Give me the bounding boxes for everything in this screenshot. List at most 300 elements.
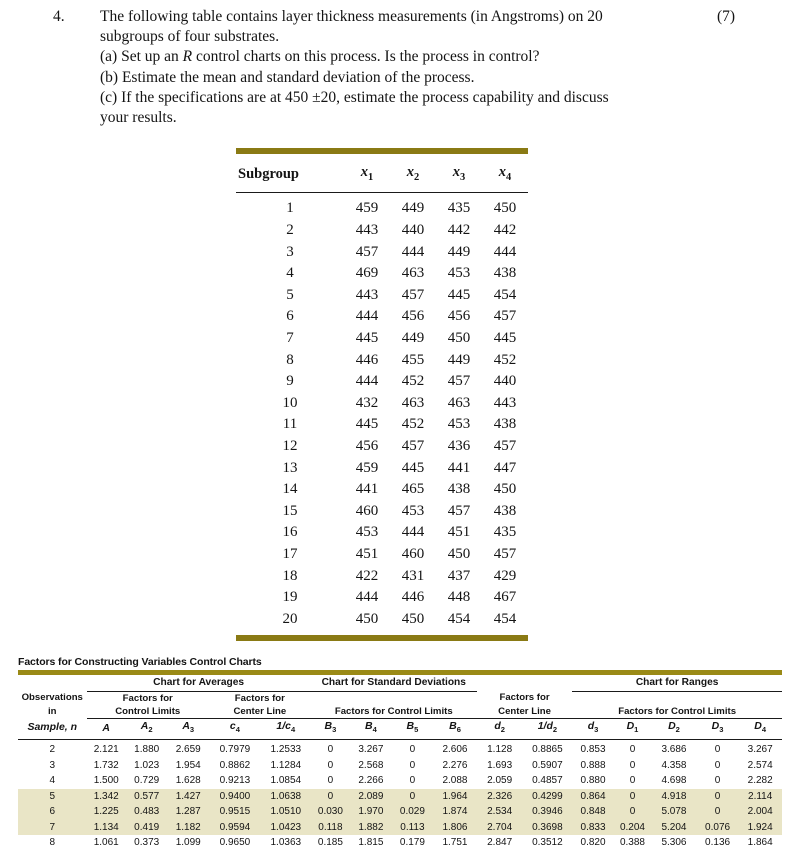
cell-x1: 444 — [355, 589, 379, 606]
cell-x3: 463 — [447, 394, 471, 411]
cell-1-over-c4: 1.0854 — [270, 775, 302, 787]
cell-x4: 429 — [493, 567, 517, 584]
cell-x3: 437 — [447, 567, 471, 584]
cell-d2: 2.059 — [487, 775, 513, 787]
factors-column-header-D3: $D_3$ — [711, 719, 724, 734]
factors-table-title: Factors for Constructing Variables Control Charts — [18, 656, 262, 668]
cell-x4: 467 — [493, 589, 517, 606]
cell-x3: 441 — [447, 459, 471, 476]
subheader-sd-center-line-line-2: Center Line — [477, 705, 572, 719]
cell-x2: 450 — [401, 610, 425, 627]
measurements-grid — [236, 154, 528, 633]
cell-A3: 1.954 — [175, 759, 201, 771]
cell-D1: 0.388 — [619, 837, 645, 849]
cell-c4: 0.7979 — [219, 744, 251, 756]
column-header-x3: $x_3$ — [436, 154, 482, 193]
cell-D2: 5.078 — [661, 806, 687, 818]
cell-B5: 0.113 — [400, 821, 425, 833]
cell-x4: 457 — [493, 545, 517, 562]
cell-D2: 4.358 — [661, 759, 687, 771]
cell-1-over-d2: 0.8865 — [532, 744, 563, 756]
cell-A2: 0.483 — [134, 806, 160, 818]
subheader-avg-center-line-line-1: Factors for — [234, 692, 285, 704]
cell-x2: 452 — [401, 416, 425, 433]
cell-x1: 457 — [355, 243, 379, 260]
cell-A: 1.134 — [93, 821, 119, 833]
factors-subheader-row-1 — [18, 691, 782, 705]
cell-x3: 445 — [447, 286, 471, 303]
question-line-2: subgroups of four substrates. — [100, 28, 280, 46]
cell-D4: 2.574 — [747, 759, 773, 771]
cell-x3: 448 — [447, 589, 471, 606]
measurements-body — [236, 193, 528, 633]
table-row — [236, 414, 528, 436]
cell-c4: 0.9594 — [219, 821, 251, 833]
cell-subgroup: 9 — [286, 373, 294, 390]
factors-column-header-c4: $c_4$ — [229, 719, 240, 734]
obs-label-line-2: in — [47, 705, 57, 717]
cell-x2: 440 — [401, 222, 425, 239]
question-number: 4. — [53, 8, 65, 25]
factors-column-header-A3: $A_3$ — [182, 719, 195, 734]
cell-x1: 422 — [355, 567, 379, 584]
cell-x2: 455 — [401, 351, 425, 368]
cell-1-over-d2: 0.4299 — [532, 790, 563, 802]
subheader-sd-control-limits: Factors for Control Limits — [311, 705, 477, 719]
cell-subgroup: 18 — [282, 567, 298, 584]
cell-A3: 2.659 — [175, 744, 201, 756]
cell-B3: 0 — [327, 775, 334, 787]
cell-subgroup: 1 — [286, 200, 294, 217]
cell-subgroup: 19 — [282, 589, 298, 606]
cell-B4: 1.970 — [358, 806, 384, 818]
group-header-spacer-2 — [477, 676, 572, 691]
factors-table-row — [18, 773, 782, 789]
cell-x4: 440 — [493, 373, 517, 390]
cell-D3: 0 — [714, 759, 721, 771]
cell-x4: 447 — [493, 459, 517, 476]
table-row — [236, 566, 528, 588]
factors-column-header-A: A — [102, 721, 111, 734]
cell-x1: 456 — [355, 438, 379, 455]
cell-x3: 454 — [447, 610, 471, 627]
subheader-avg-center-line-line-2: Center Line — [209, 705, 311, 719]
cell-subgroup: 6 — [286, 308, 294, 325]
part-a-symbol: R — [182, 48, 193, 66]
cell-B3: 0.118 — [318, 821, 343, 833]
cell-D4: 2.004 — [747, 806, 773, 818]
factors-column-header-B6: $B_6$ — [449, 719, 461, 734]
cell-D2: 3.686 — [661, 744, 687, 756]
factors-table-row — [18, 804, 782, 820]
subheader-range-control-limits: Factors for Control Limits — [572, 705, 782, 719]
cell-x1: 453 — [355, 524, 379, 541]
table-row — [236, 609, 528, 634]
cell-x3: 453 — [447, 265, 471, 282]
cell-x3: 436 — [447, 438, 471, 455]
cell-B5: 0.179 — [399, 837, 425, 849]
cell-d3: 0.853 — [580, 744, 606, 756]
cell-x2: 444 — [401, 524, 425, 541]
subheader-range-control-limits-spacer — [572, 691, 782, 705]
factors-column-header-D1: $D_1$ — [626, 719, 639, 734]
cell-D1: 0 — [629, 790, 636, 802]
cell-B4: 1.815 — [358, 837, 384, 849]
cell-x1: 446 — [355, 351, 379, 368]
cell-A2: 0.729 — [134, 775, 160, 787]
factors-column-header-B5: $B_5$ — [406, 719, 419, 734]
cell-D1: 0 — [629, 806, 636, 818]
cell-A3: 1.287 — [175, 806, 201, 818]
cell-B6: 2.606 — [442, 744, 468, 756]
cell-D3: 0 — [714, 806, 721, 818]
cell-d3: 0.888 — [580, 759, 606, 771]
cell-x2: 465 — [401, 481, 425, 498]
cell-B3: 0 — [327, 790, 334, 802]
cell-x2: 445 — [401, 459, 425, 476]
cell-x2: 463 — [401, 394, 425, 411]
cell-B5: 0.029 — [399, 806, 425, 818]
factors-column-header-B4: $B_4$ — [365, 719, 377, 734]
cell-subgroup: 16 — [282, 524, 298, 541]
column-header-x2: $x_2$ — [390, 154, 436, 193]
group-header-stddev: Chart for Standard Deviations — [311, 676, 477, 691]
column-header-x4: $x_4$ — [482, 154, 528, 193]
cell-B6: 1.751 — [442, 837, 468, 849]
cell-1-over-d2: 0.3946 — [532, 806, 563, 818]
cell-1-over-d2: 0.3512 — [532, 837, 563, 849]
table-row — [236, 544, 528, 566]
cell-A: 1.732 — [93, 759, 119, 771]
cell-D3: 0.076 — [705, 821, 731, 833]
cell-A: 1.061 — [93, 837, 119, 849]
factors-column-header-1-over-c4: $1/c_4$ — [276, 719, 296, 734]
table-row — [236, 522, 528, 544]
cell-B6: 1.806 — [442, 821, 468, 833]
table-row — [236, 371, 528, 393]
cell-1-over-c4: 1.0423 — [270, 821, 302, 833]
factors-column-header-A2: $A_2$ — [140, 719, 153, 734]
cell-x4: 438 — [493, 265, 517, 282]
cell-x4: 454 — [493, 610, 517, 627]
question-block — [0, 0, 797, 140]
cell-d2: 1.693 — [487, 759, 513, 771]
cell-x1: 459 — [355, 459, 379, 476]
table-row — [236, 350, 528, 372]
factors-grid — [18, 676, 782, 851]
cell-A3: 1.427 — [175, 790, 201, 802]
table-row — [236, 220, 528, 242]
cell-x4: 452 — [493, 351, 517, 368]
cell-B3: 0 — [327, 744, 334, 756]
cell-c4: 0.9213 — [219, 775, 251, 787]
cell-x3: 451 — [447, 524, 471, 541]
cell-1-over-c4: 1.2533 — [270, 744, 302, 756]
column-header-subgroup: Subgroup — [236, 154, 344, 193]
factors-column-header-D4: $D_4$ — [754, 719, 767, 734]
factors-subheader-row-2 — [18, 705, 782, 719]
cell-d2: 2.534 — [487, 806, 513, 818]
cell-d2: 1.128 — [487, 744, 513, 756]
cell-subgroup: 2 — [286, 222, 294, 239]
cell-x2: 446 — [401, 589, 425, 606]
cell-A3: 1.628 — [175, 775, 201, 787]
table-header-row — [236, 154, 528, 193]
table-row — [236, 306, 528, 328]
cell-c4: 0.9515 — [219, 806, 251, 818]
factors-column-header-D2: $D_2$ — [668, 719, 680, 734]
table-row — [236, 436, 528, 458]
cell-D1: 0 — [629, 759, 636, 771]
cell-D4: 1.924 — [747, 821, 773, 833]
cell-sample-size: 7 — [49, 821, 56, 833]
factors-column-header-1-over-d2: $1/d_2$ — [537, 719, 558, 734]
measurements-table — [236, 148, 528, 641]
part-a-suffix: control charts on this process. Is the process in control? — [192, 48, 540, 66]
cell-sample-size: 5 — [49, 790, 56, 802]
cell-sample-size: 6 — [49, 806, 56, 818]
subheader-sd-control-limits-spacer — [311, 691, 477, 705]
cell-d2: 2.847 — [487, 837, 513, 849]
factors-table-row — [18, 740, 782, 758]
factors-table-row — [18, 789, 782, 805]
cell-1-over-c4: 1.0510 — [270, 806, 302, 818]
cell-x2: 449 — [401, 200, 425, 217]
cell-x1: 445 — [355, 416, 379, 433]
cell-x3: 457 — [447, 502, 471, 519]
cell-x2: 463 — [401, 265, 425, 282]
cell-subgroup: 5 — [286, 286, 294, 303]
cell-subgroup: 11 — [282, 416, 298, 433]
cell-d3: 0.880 — [580, 775, 606, 787]
cell-x4: 438 — [493, 502, 517, 519]
cell-x3: 450 — [447, 330, 471, 347]
cell-d3: 0.864 — [580, 790, 606, 802]
question-part-a — [100, 47, 710, 67]
cell-subgroup: 4 — [286, 265, 294, 282]
cell-D3: 0 — [714, 790, 721, 802]
table-row — [236, 193, 528, 220]
cell-x4: 450 — [493, 200, 517, 217]
cell-A2: 1.023 — [134, 759, 160, 771]
cell-x3: 449 — [447, 243, 471, 260]
cell-x3: 435 — [447, 200, 471, 217]
cell-x4: 444 — [493, 243, 517, 260]
subheader-avg-control-limits-line-2: Control Limits — [87, 705, 209, 719]
cell-sample-size: 4 — [49, 775, 56, 787]
cell-D2: 5.306 — [661, 837, 687, 849]
cell-subgroup: 8 — [286, 351, 294, 368]
cell-x3: 438 — [447, 481, 471, 498]
cell-A: 2.121 — [93, 744, 119, 756]
cell-x2: 457 — [401, 286, 425, 303]
cell-x3: 457 — [447, 373, 471, 390]
factors-column-header-d3: $d_3$ — [587, 719, 599, 734]
cell-subgroup: 13 — [282, 459, 298, 476]
cell-x3: 449 — [447, 351, 471, 368]
cell-x1: 432 — [355, 394, 379, 411]
cell-D3: 0 — [714, 744, 721, 756]
table-row — [236, 263, 528, 285]
cell-D1: 0 — [629, 775, 636, 787]
table-row — [236, 501, 528, 523]
cell-x4: 438 — [493, 416, 517, 433]
cell-subgroup: 10 — [282, 394, 298, 411]
factors-table-row — [18, 820, 782, 836]
group-header-ranges: Chart for Ranges — [572, 676, 782, 691]
cell-d2: 2.326 — [487, 790, 513, 802]
cell-B4: 2.568 — [358, 759, 384, 771]
cell-1-over-d2: 0.5907 — [532, 759, 563, 771]
cell-d2: 2.704 — [487, 821, 513, 833]
question-line-1: The following table contains layer thickness measurements (in Angstroms) on 20 — [100, 8, 603, 25]
subheader-sd-center-line-line-1: Factors for — [499, 692, 550, 704]
cell-sample-size: 8 — [49, 837, 56, 849]
cell-A: 1.342 — [93, 790, 119, 802]
table-bottom-rule — [236, 635, 528, 641]
cell-subgroup: 7 — [286, 330, 294, 347]
cell-x2: 444 — [401, 243, 425, 260]
cell-sample-size: 3 — [49, 759, 56, 771]
cell-B5: 0 — [409, 790, 416, 802]
cell-x2: 452 — [401, 373, 425, 390]
cell-x1: 443 — [355, 286, 379, 303]
cell-x2: 457 — [401, 438, 425, 455]
cell-subgroup: 20 — [282, 610, 298, 627]
cell-x2: 453 — [401, 502, 425, 519]
cell-x4: 457 — [493, 308, 517, 325]
cell-subgroup: 3 — [286, 243, 294, 260]
table-row — [236, 328, 528, 350]
question-part-c-line-1: (c) If the specifications are at 450 ±20, estimate the process capability and discuss — [100, 88, 609, 106]
cell-B3: 0.030 — [317, 806, 343, 818]
cell-x3: 453 — [447, 416, 471, 433]
cell-1-over-d2: 0.3698 — [532, 821, 563, 833]
table-row — [236, 242, 528, 264]
cell-A2: 0.419 — [134, 821, 160, 833]
cell-B4: 2.266 — [358, 775, 384, 787]
factors-symbol-header-row — [18, 718, 782, 740]
cell-x1: 445 — [355, 330, 379, 347]
cell-x1: 451 — [355, 545, 379, 562]
cell-B6: 1.874 — [442, 806, 468, 818]
cell-B5: 0 — [409, 759, 416, 771]
cell-1-over-c4: 1.0363 — [270, 837, 302, 849]
cell-D2: 4.918 — [661, 790, 687, 802]
question-part-c-line-2: your results. — [100, 109, 177, 127]
cell-B5: 0 — [409, 744, 416, 756]
cell-x3: 450 — [447, 545, 471, 562]
cell-B6: 2.276 — [442, 759, 468, 771]
cell-x4: 450 — [493, 481, 517, 498]
question-body — [100, 7, 710, 128]
cell-x4: 457 — [493, 438, 517, 455]
cell-x2: 449 — [401, 330, 425, 347]
cell-x4: 445 — [493, 330, 517, 347]
cell-x1: 444 — [355, 308, 379, 325]
cell-subgroup: 15 — [282, 502, 298, 519]
subheader-avg-control-limits-line-1: Factors for — [122, 692, 173, 704]
factors-group-header-row — [18, 676, 782, 691]
cell-1-over-d2: 0.4857 — [532, 775, 563, 787]
cell-B4: 2.089 — [358, 790, 384, 802]
cell-c4: 0.9650 — [219, 837, 251, 849]
cell-x4: 443 — [493, 394, 517, 411]
cell-D2: 5.204 — [661, 821, 687, 833]
cell-x1: 469 — [355, 265, 379, 282]
factors-column-header-d2: $d_2$ — [494, 719, 505, 734]
cell-1-over-c4: 1.1284 — [270, 759, 302, 771]
cell-B6: 2.088 — [442, 775, 468, 787]
cell-subgroup: 12 — [282, 438, 298, 455]
control-chart-factors-table — [18, 656, 782, 851]
cell-D1: 0 — [629, 744, 636, 756]
cell-B6: 1.964 — [442, 790, 468, 802]
cell-D3: 0 — [714, 775, 721, 787]
cell-x1: 441 — [355, 481, 379, 498]
group-header-spacer — [18, 676, 87, 691]
factors-table-row — [18, 758, 782, 774]
cell-x4: 454 — [493, 286, 517, 303]
factors-body — [18, 740, 782, 851]
obs-label-line-1: Observations — [21, 692, 83, 703]
question-marks: (7) — [717, 8, 736, 25]
cell-B5: 0 — [409, 775, 416, 787]
cell-d3: 0.833 — [580, 821, 606, 833]
cell-x3: 442 — [447, 222, 471, 239]
cell-subgroup: 17 — [282, 545, 298, 562]
obs-label-line-3 — [18, 718, 87, 740]
cell-x2: 460 — [401, 545, 425, 562]
cell-x2: 456 — [401, 308, 425, 325]
cell-A2: 1.880 — [134, 744, 160, 756]
obs-label-text: Sample, n — [27, 720, 78, 733]
cell-c4: 0.8862 — [219, 759, 251, 771]
cell-c4: 0.9400 — [219, 790, 251, 802]
cell-B3: 0 — [327, 759, 334, 771]
cell-1-over-c4: 1.0638 — [270, 790, 302, 802]
cell-x1: 443 — [355, 222, 379, 239]
cell-x1: 460 — [355, 502, 379, 519]
factors-table-row — [18, 835, 782, 851]
cell-D2: 4.698 — [661, 775, 687, 787]
cell-B4: 3.267 — [358, 744, 384, 756]
table-row — [236, 458, 528, 480]
cell-d3: 0.820 — [580, 837, 606, 849]
cell-x1: 450 — [355, 610, 379, 627]
table-row — [236, 479, 528, 501]
cell-x1: 459 — [355, 200, 379, 217]
cell-x2: 431 — [401, 567, 425, 584]
cell-sample-size: 2 — [49, 744, 56, 756]
table-row — [236, 285, 528, 307]
factors-table-rule — [18, 670, 782, 675]
cell-D1: 0.204 — [619, 821, 645, 833]
table-row — [236, 587, 528, 609]
cell-D4: 3.267 — [747, 744, 773, 756]
cell-A3: 1.099 — [175, 837, 201, 849]
cell-D4: 2.282 — [747, 775, 773, 787]
cell-A2: 0.577 — [134, 790, 160, 802]
cell-subgroup: 14 — [282, 481, 298, 498]
group-header-averages: Chart for Averages — [87, 676, 311, 691]
cell-A3: 1.182 — [175, 821, 201, 833]
cell-A: 1.500 — [93, 775, 119, 787]
question-part-b: (b) Estimate the mean and standard deviation of the process. — [100, 68, 475, 86]
cell-x3: 456 — [447, 308, 471, 325]
cell-A: 1.225 — [93, 806, 119, 818]
cell-d3: 0.848 — [580, 806, 606, 818]
